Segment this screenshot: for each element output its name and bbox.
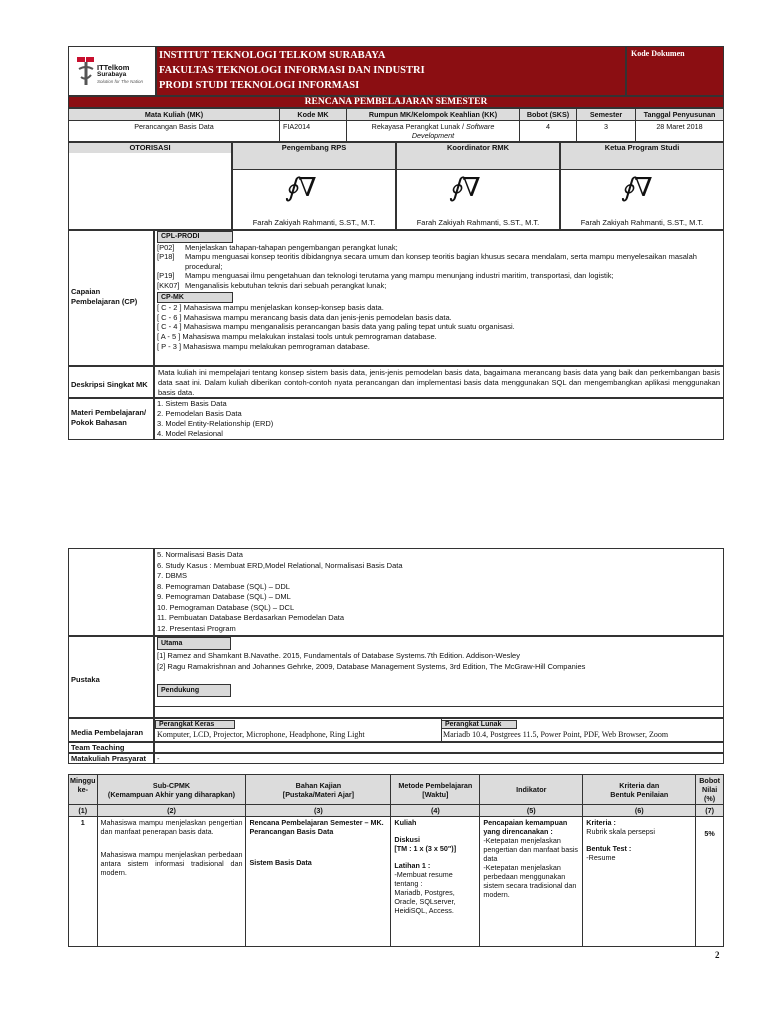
bobot-cell: 5% — [696, 817, 724, 947]
otorisasi-label: OTORISASI — [69, 143, 231, 153]
weekly-plan-table — [68, 774, 724, 947]
col-number: (4) — [391, 805, 480, 817]
capaian-label-2: Pembelajaran (CP) — [71, 297, 138, 306]
logo-tagline: Solution for The Nation — [97, 79, 144, 84]
materi-item: 2. Pemodelan Basis Data — [157, 409, 242, 418]
kriteria-cell: Kriteria : Rubrik skala persepsi Bentuk Test : -Resume — [583, 817, 696, 947]
materi-list-page2 — [154, 548, 724, 636]
col-number: (3) — [246, 805, 391, 817]
faculty-name: FAKULTAS TEKNOLOGI INFORMASI DAN INDUSTRI — [159, 65, 425, 76]
materi-item: 5. Normalisasi Basis Data — [157, 550, 243, 559]
cpl-item: [P19] Mampu menguasai ilmu pengetahuan dan teknologi terutama yang mampu menunjang industri maritim, transportasi, dan logistik; — [157, 271, 614, 281]
week-number: 1 — [69, 817, 98, 947]
col-sub-cpmk: Sub-CPMK (Kemampuan Akhir yang diharapkan) — [97, 775, 246, 805]
perangkat-lunak-value: Mariadb 10.4, Postgrees 11.5, Power Point, PDF, Web Browser, Zoom — [443, 730, 669, 739]
capaian-content — [154, 230, 724, 366]
ittelkom-logo-icon — [75, 55, 97, 89]
value-kode-mk: FIA2014 — [280, 121, 347, 142]
materi-item: 6. Study Kasus : Membuat ERD,Model Relational, Normalisasi Basis Data — [157, 560, 403, 570]
document-title: RENCANA PEMBELAJARAN SEMESTER — [68, 96, 724, 108]
materi-item: 7. DBMS — [157, 571, 188, 580]
header-semester: Semester — [577, 109, 636, 121]
signature-icon: ∮∇ — [285, 173, 317, 203]
rps-header-block — [68, 46, 724, 446]
col-number: (1) — [69, 805, 98, 817]
otorisasi-cell — [68, 142, 232, 230]
col-indikator: Indikator — [480, 775, 583, 805]
value-semester: 3 — [577, 121, 636, 142]
capaian-label: Capaian — [71, 287, 101, 296]
col-minggu: Minggu ke- — [69, 775, 98, 805]
page-number: 2 — [715, 950, 720, 960]
pengembang-cell — [232, 142, 396, 230]
kaprodi-cell — [560, 142, 724, 230]
institution-header — [156, 46, 626, 96]
header-mata-kuliah: Mata Kuliah (MK) — [69, 109, 280, 121]
value-rumpun: Rekayasa Perangkat Lunak / Software Development — [347, 121, 520, 142]
perangkat-keras-tag: Perangkat Keras — [155, 720, 235, 729]
col-bahan-kajian: Bahan Kajian [Pustaka/Materi Ajar] — [246, 775, 391, 805]
col-bobot: Bobot Nilai (%) — [696, 775, 724, 805]
reference-item: [1] Ramez and Shamkant B.Navathe. 2015, Fundamentals of Database Systems.7th Edition. Addison-Wesley — [157, 651, 520, 660]
kode-dokumen — [626, 46, 724, 96]
pustaka-label-cell: Pustaka — [68, 636, 154, 718]
indikator-cell: Pencapaian kemampuan yang direncanakan : -Ketepatan menjelaskan pengertian dan manfaat basis data -Ketepatan menjelaskan perbedaan menggunakan sistem secara tradisional dan modern. — [480, 817, 583, 947]
sub-cpmk-cell: Mahasiswa mampu menjelaskan pengertian dan manfaat penerapan basis data. Mahasiswa mampu menjelaskan perbedaan antara sistem informasi tradisional dan modern. — [97, 817, 246, 947]
col-number: (6) — [583, 805, 696, 817]
team-teaching-label: Team Teaching — [68, 742, 154, 753]
cpl-item: [P18] Mampu menguasai konsep teoritis dibidangnya secara umum dan konsep teoritis bagian khusus secara mendalam, serta mampu menyelesaikan masalah procedural; — [157, 252, 697, 271]
role-kaprodi: Ketua Program Studi — [561, 143, 723, 170]
pendukung-tag: Pendukung — [157, 684, 231, 697]
role-pengembang: Pengembang RPS — [233, 143, 395, 170]
cpmk-item: [ C - 4 ] Mahasiswa mampu menganalisis perancangan basis data yang paling tepat untuk suatu organisasi. — [157, 322, 515, 332]
prasyarat-label: Matakuliah Prasyarat — [68, 753, 154, 764]
cpl-list — [157, 243, 721, 291]
col-number: (7) — [696, 805, 724, 817]
signer-kaprodi: Farah Zakiyah Rahmanti, S.ST., M.T. — [580, 218, 704, 227]
col-number: (5) — [480, 805, 583, 817]
value-tanggal: 28 Maret 2018 — [636, 121, 724, 142]
materi-item: 3. Model Entity-Relationship (ERD) — [157, 419, 274, 428]
value-bobot: 4 — [520, 121, 577, 142]
metode-cell: Kuliah Diskusi [TM : 1 x (3 x 50")] Latihan 1 : -Membuat resume tentang : Mariadb, Postgres, Oracle, SQLserver, HeidiSQL, Access. — [391, 817, 480, 947]
cpmk-tag: CP-MK — [157, 292, 233, 304]
header-rumpun: Rumpun MK/Kelompok Keahlian (KK) — [347, 109, 520, 121]
col-number: (2) — [97, 805, 246, 817]
signature-icon: ∮∇ — [621, 173, 653, 203]
koordinator-cell — [396, 142, 560, 230]
materi-item: 12. Presentasi Program — [157, 623, 236, 633]
cpl-item: [KK07] Menganalisis kebutuhan teknis dari sebuah perangkat lunak; — [157, 280, 387, 290]
institution-name: INSTITUT TEKNOLOGI TELKOM SURABAYA — [159, 50, 386, 61]
signature-icon: ∮∇ — [449, 173, 481, 203]
signer-koordinator: Farah Zakiyah Rahmanti, S.ST., M.T. — [416, 218, 540, 227]
logo-box — [68, 46, 156, 96]
materi-item: 8. Pemograman Database (SQL) – DDL — [157, 581, 290, 591]
materi-list-page1 — [154, 398, 724, 440]
value-mata-kuliah: Perancangan Basis Data — [69, 121, 280, 142]
table-row — [69, 817, 724, 947]
materi-item: 10. Pemograman Database (SQL) – DCL — [157, 602, 295, 612]
bahan-kajian-cell: Rencana Pembelajaran Semester – MK. Perancangan Basis Data Sistem Basis Data — [246, 817, 391, 947]
col-kriteria: Kriteria dan Bentuk Penilaian — [583, 775, 696, 805]
cpl-item: [P02] Menjelaskan tahapan-tahapan pengembangan perangkat lunak; — [157, 242, 398, 252]
header-kode-mk: Kode MK — [280, 109, 347, 121]
materi-label-cont — [68, 548, 154, 636]
cpmk-item: [ C - 6 ] Mahasiswa mampu merancang basis data dan jenis-jenis pemodelan basis data. — [157, 312, 452, 322]
materi-label: Materi Pembelajaran/ Pokok Bahasan — [68, 398, 154, 440]
col-metode: Metode Pembelajaran [Waktu] — [391, 775, 480, 805]
capaian-label-cell — [68, 230, 154, 366]
prasyarat-value: - — [154, 753, 724, 764]
utama-tag: Utama — [157, 637, 231, 650]
rps-continuation — [68, 548, 724, 763]
header-tanggal: Tanggal Penyusunan — [636, 109, 724, 121]
role-koordinator: Koordinator RMK — [397, 143, 559, 170]
perangkat-lunak-tag: Perangkat Lunak — [441, 720, 517, 729]
team-teaching-value — [154, 742, 724, 753]
program-name: PRODI STUDI TEKNOLOGI INFORMASI — [159, 80, 360, 91]
header-bobot: Bobot (SKS) — [520, 109, 577, 121]
deskripsi-text: Mata kuliah ini mempelajari tentang konsep sistem basis data, jenis-jenis pemodelan basis data, bagaimana merancang basis data yang baik dan perkembangan basis data saat ini. Dalam kuliah diberikan contoh-contoh nyata perancangan dan implementasi basis data menggunakan SQL dan mengembangkan aplikasi menggunakan basis data. — [154, 366, 724, 398]
media-label: Media Pembelajaran — [68, 718, 154, 742]
materi-item: 11. Pembuatan Database Berdasarkan Pemodelan Data — [157, 613, 345, 622]
materi-item: 1. Sistem Basis Data — [157, 399, 227, 408]
reference-item: [2] Ragu Ramakrishnan and Johannes Gehrke, 2009, Database Management Systems, 3rd Edition, The McGraw-Hill Companies — [157, 662, 586, 671]
course-info-table — [68, 108, 724, 142]
deskripsi-label: Deskripsi Singkat MK — [68, 366, 154, 398]
kode-dokumen-label: Kode Dokumen — [631, 49, 685, 58]
cpmk-item: [ C - 2 ] Mahasiswa mampu menjelaskan konsep-konsep basis data. — [157, 303, 384, 313]
cpl-prodi-tag: CPL-PRODI — [157, 231, 233, 243]
cpmk-item: [ P - 3 ] Mahasiswa mampu melakukan pemrograman database. — [157, 341, 370, 351]
materi-item: 4. Model Relasional — [157, 429, 223, 438]
logo-text: ITTelkom — [97, 63, 130, 72]
materi-item: 9. Pemograman Database (SQL) – DML — [157, 592, 291, 601]
media-content — [154, 718, 724, 742]
perangkat-keras-value: Komputer, LCD, Projector, Microphone, Headphone, Ring Light — [157, 730, 365, 739]
cpmk-item: [ A - 5 ] Mahasiswa mampu melakukan instalasi tools untuk pemrograman database. — [157, 331, 437, 341]
signer-pengembang: Farah Zakiyah Rahmanti, S.ST., M.T. — [252, 218, 376, 227]
logo-sub: Surabaya — [97, 71, 127, 78]
